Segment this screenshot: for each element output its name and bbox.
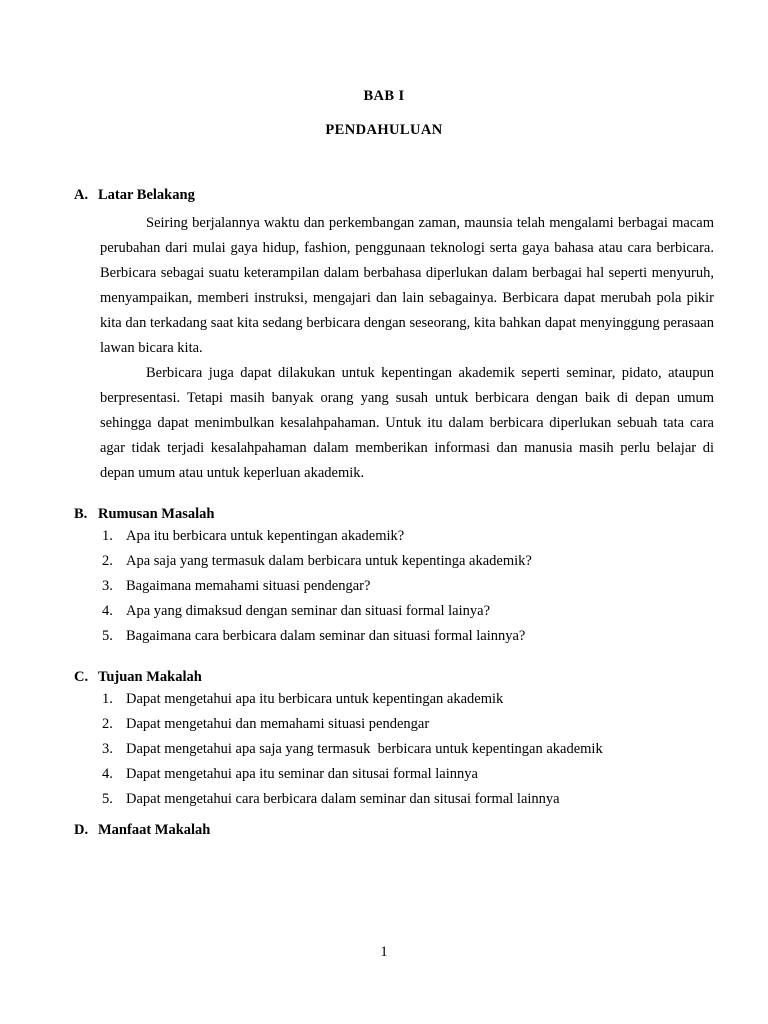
list-marker: 2.: [102, 553, 113, 569]
page-number-footer: 1: [380, 944, 388, 960]
list-text: Dapat mengetahui apa itu seminar dan situsai formal lainnya: [126, 766, 478, 782]
list-text: Apa itu berbicara untuk kepentingan akademik?: [126, 528, 405, 544]
list-text: Apa yang dimaksud dengan seminar dan situasi formal lainya?: [126, 603, 491, 619]
section-heading-tujuan-makalah: [74, 667, 714, 687]
section-spacer: [74, 486, 714, 504]
list-text: Dapat mengetahui apa itu berbicara untuk kepentingan akademik: [126, 691, 504, 707]
section-letter-a: A.: [74, 187, 89, 203]
section-heading-manfaat-makalah: [74, 820, 714, 840]
chapter-title-heading: PENDAHULUAN: [325, 122, 443, 138]
list-marker: 4.: [102, 766, 113, 782]
document-content: [74, 185, 714, 840]
chapter-number-heading: BAB I: [363, 88, 405, 104]
list-marker: 4.: [102, 603, 113, 619]
list-marker: 5.: [102, 791, 113, 807]
section-letter-c: C.: [74, 669, 89, 685]
section-letter-d: D.: [74, 822, 89, 838]
list-item: [102, 762, 714, 787]
section-a-body: [100, 211, 714, 486]
paragraph-latar-belakang-1: Seiring berjalannya waktu dan perkembangan zaman, maunsia telah mengalami berbagai macam perubahan dari mulai gaya hidup, fashion, penggunaan teknologi serta gaya bahasa atau cara berbicara. Berbicara sebagai suatu keterampilan dalam berbahasa diperlukan dalam berbagai hal seperti menyuruh, menyampaikan, memberi instruksi, mengajari dan lain sebagainya. Berbicara dapat merubah pola pikir kita dan terkadang saat kita sedang berbicara dengan seseorang, kita bahkan dapat menyinggung perasaan lawan bicara kita.: [100, 215, 714, 356]
list-marker: 2.: [102, 716, 113, 732]
list-item: [102, 549, 714, 574]
section-label-d: Manfaat Makalah: [98, 822, 211, 838]
list-item: [102, 787, 714, 812]
list-marker: 1.: [102, 691, 113, 707]
section-spacer: [74, 649, 714, 667]
section-heading-rumusan-masalah: [74, 504, 714, 524]
list-text: Dapat mengetahui dan memahami situasi pendengar: [126, 716, 430, 732]
list-marker: 3.: [102, 741, 113, 757]
section-label-b: Rumusan Masalah: [98, 506, 215, 522]
list-item: [102, 712, 714, 737]
rumusan-masalah-list: [102, 524, 714, 649]
list-text: Bagaimana cara berbicara dalam seminar dan situasi formal lainnya?: [126, 628, 526, 644]
list-item: [102, 524, 714, 549]
list-marker: 3.: [102, 578, 113, 594]
section-letter-b: B.: [74, 506, 88, 522]
list-text: Dapat mengetahui cara berbicara dalam seminar dan situsai formal lainnya: [126, 791, 560, 807]
section-spacer: [74, 812, 714, 820]
paragraph-latar-belakang-2: Berbicara juga dapat dilakukan untuk kepentingan akademik seperti seminar, pidato, ataupun berpresentasi. Tetapi masih banyak orang yang susah untuk berbicara dengan baik di depan umum sehingga dapat menimbulkan kesalahpahaman. Untuk itu dalam berbicara diperlukan sebuah tata cara agar tidak terjadi kesalahpahaman dalam memberikan informasi dan manusia masih perlu belajar di depan umum atau untuk keperluan akademik.: [100, 365, 714, 481]
tujuan-makalah-list: [102, 687, 714, 812]
list-item: [102, 624, 714, 649]
section-label-c: Tujuan Makalah: [98, 669, 202, 685]
section-heading-latar-belakang: [74, 185, 714, 205]
list-text: Apa saja yang termasuk dalam berbicara untuk kepentinga akademik?: [126, 553, 532, 569]
list-item: [102, 599, 714, 624]
list-item: [102, 574, 714, 599]
list-text: Bagaimana memahami situasi pendengar?: [126, 578, 371, 594]
section-label-a: Latar Belakang: [98, 187, 195, 203]
list-marker: 5.: [102, 628, 113, 644]
list-text: Dapat mengetahui apa saja yang termasuk berbicara untuk kepentingan akademik: [126, 741, 603, 757]
list-item: [102, 687, 714, 712]
list-marker: 1.: [102, 528, 113, 544]
list-item: [102, 737, 714, 762]
